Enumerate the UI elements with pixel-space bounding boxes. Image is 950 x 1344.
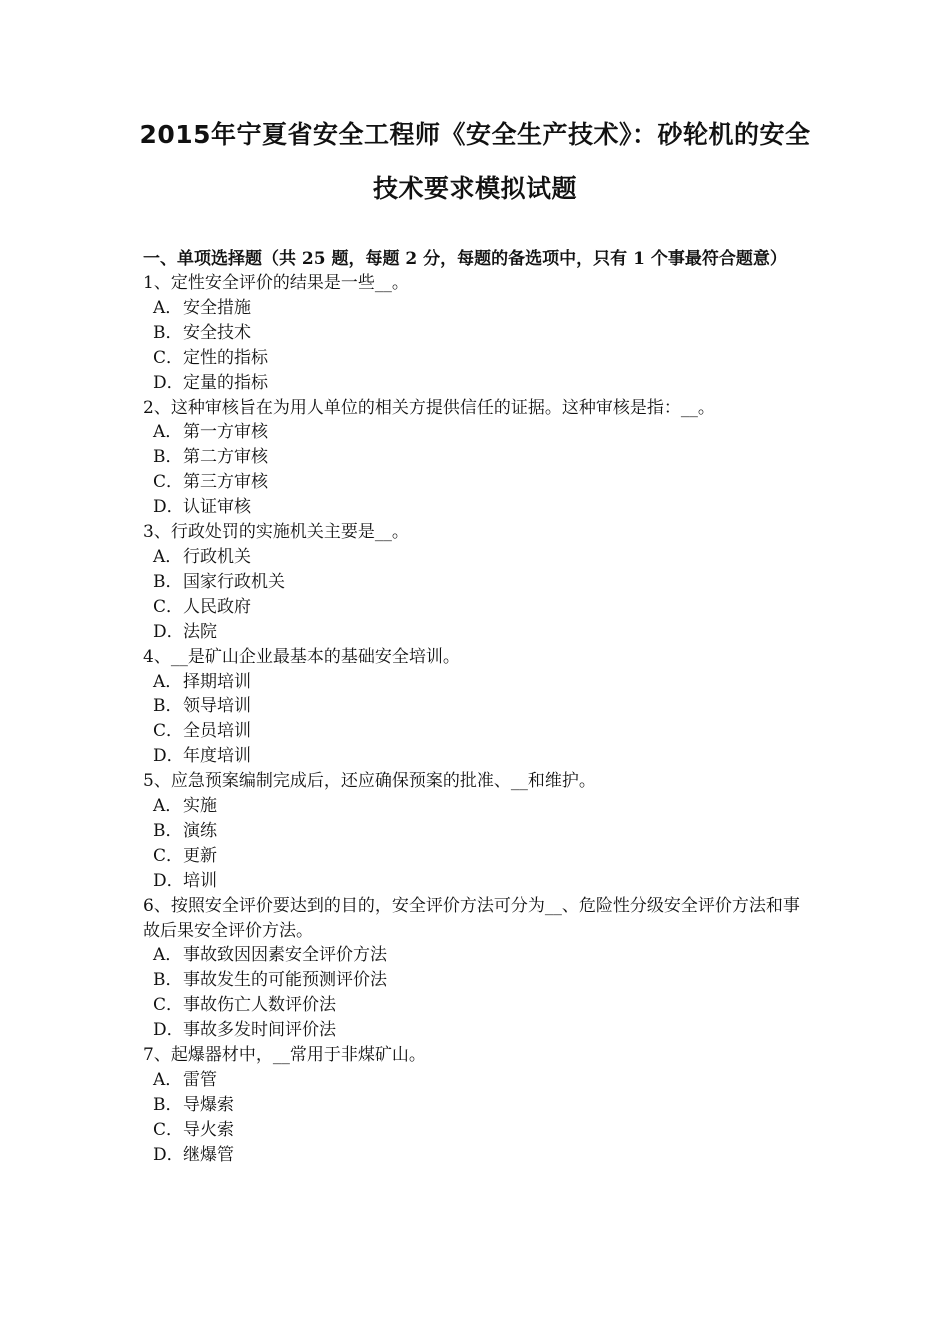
option-letter: D． xyxy=(153,746,184,767)
option-text: 更新 xyxy=(183,845,217,866)
question-list xyxy=(143,271,813,1168)
option-letter: C． xyxy=(153,995,184,1016)
question-item xyxy=(143,645,813,770)
answer-option xyxy=(143,495,813,520)
option-text: 事故多发时间评价法 xyxy=(183,1020,336,1041)
option-letter: C． xyxy=(153,347,184,368)
answer-option xyxy=(143,620,813,645)
answer-option xyxy=(143,1143,813,1168)
answer-option xyxy=(143,993,813,1018)
option-letter: B． xyxy=(153,571,183,592)
option-text: 认证审核 xyxy=(183,497,251,518)
option-text: 择期培训 xyxy=(183,671,251,692)
answer-option xyxy=(143,694,813,719)
question-item xyxy=(143,271,813,396)
answer-option xyxy=(143,371,813,396)
option-letter: C． xyxy=(153,472,184,493)
document-title-line-1: 2015年宁夏省安全工程师《安全生产技术》：砂轮机的安全 xyxy=(139,120,811,149)
option-letter: B． xyxy=(153,1094,183,1115)
answer-option xyxy=(143,470,813,495)
option-text: 安全技术 xyxy=(183,322,251,343)
question-text: 3、行政处罚的实施机关主要是__。 xyxy=(143,522,409,543)
option-letter: B． xyxy=(153,970,183,991)
option-text: 国家行政机关 xyxy=(183,571,285,592)
option-text: 演练 xyxy=(183,820,217,841)
section-heading: 一、单项选择题（共 25 题，每题 2 分，每题的备选项中，只有 1 个事最符合题意） xyxy=(143,249,787,269)
option-letter: B． xyxy=(153,447,183,468)
option-text: 行政机关 xyxy=(183,546,251,567)
answer-option xyxy=(143,570,813,595)
option-letter: A． xyxy=(153,945,183,966)
answer-option xyxy=(143,968,813,993)
option-letter: B． xyxy=(153,820,183,841)
option-text: 导火索 xyxy=(183,1119,234,1140)
option-letter: C． xyxy=(153,845,184,866)
option-letter: A． xyxy=(153,796,183,817)
option-letter: B． xyxy=(153,696,183,717)
option-text: 人民政府 xyxy=(183,596,251,617)
question-item xyxy=(143,894,813,1043)
question-text: 2、这种审核旨在为用人单位的相关方提供信任的证据。这种审核是指：__。 xyxy=(143,397,715,418)
option-letter: A． xyxy=(153,422,183,443)
option-letter: C． xyxy=(153,596,184,617)
option-letter: D． xyxy=(153,1020,184,1041)
option-letter: D． xyxy=(153,497,184,518)
answer-option xyxy=(143,1118,813,1143)
answer-option xyxy=(143,545,813,570)
option-letter: D． xyxy=(153,870,184,891)
answer-option xyxy=(143,321,813,346)
option-letter: A． xyxy=(153,1070,183,1090)
option-text: 全员培训 xyxy=(183,721,251,742)
question-section xyxy=(143,248,813,1168)
document-title-line-2: 技术要求模拟试题 xyxy=(372,174,577,203)
option-letter: A． xyxy=(153,297,183,318)
question-text: 6、按照安全评价要达到的目的，安全评价方法可分为__、危险性分级安全评价方法和事故后果安全评价方法。 xyxy=(143,895,800,941)
answer-option xyxy=(143,794,813,819)
option-letter: A． xyxy=(153,671,183,692)
option-text: 定性的指标 xyxy=(183,347,268,368)
answer-option xyxy=(143,1093,813,1118)
answer-option xyxy=(143,595,813,620)
answer-option xyxy=(143,819,813,844)
option-text: 事故致因因素安全评价方法 xyxy=(183,945,387,966)
question-item xyxy=(143,1043,813,1168)
option-text: 安全措施 xyxy=(183,297,251,318)
question-item xyxy=(143,769,813,894)
answer-option xyxy=(143,744,813,769)
question-text: 5、应急预案编制完成后，还应确保预案的批准、__和维护。 xyxy=(143,771,596,792)
option-text: 导爆索 xyxy=(183,1094,234,1115)
option-letter: D． xyxy=(153,372,184,393)
option-text: 定量的指标 xyxy=(183,372,268,393)
question-text: 4、__是矿山企业最基本的基础安全培训。 xyxy=(143,646,460,667)
answer-option xyxy=(143,869,813,894)
option-text: 继爆管 xyxy=(183,1144,234,1165)
option-text: 雷管 xyxy=(183,1070,217,1090)
answer-option xyxy=(143,670,813,695)
option-letter: D． xyxy=(153,1144,184,1165)
question-item xyxy=(143,396,813,521)
answer-option xyxy=(143,1068,813,1093)
option-letter: A． xyxy=(153,546,183,567)
option-text: 第三方审核 xyxy=(183,472,268,493)
option-text: 领导培训 xyxy=(183,696,251,717)
answer-option xyxy=(143,1018,813,1043)
question-text: 1、定性安全评价的结果是一些__。 xyxy=(143,273,409,293)
option-text: 培训 xyxy=(183,870,217,891)
answer-option xyxy=(143,943,813,968)
option-letter: B． xyxy=(153,322,183,343)
option-text: 年度培训 xyxy=(183,746,251,767)
option-letter: C． xyxy=(153,1119,184,1140)
option-text: 实施 xyxy=(183,796,217,817)
option-text: 事故伤亡人数评价法 xyxy=(183,995,336,1016)
option-text: 第一方审核 xyxy=(183,422,268,443)
option-letter: C． xyxy=(153,721,184,742)
answer-option xyxy=(143,296,813,321)
option-text: 法院 xyxy=(183,621,217,642)
answer-option xyxy=(143,844,813,869)
answer-option xyxy=(143,445,813,470)
answer-option xyxy=(143,719,813,744)
question-text: 7、起爆器材中，__常用于非煤矿山。 xyxy=(143,1045,426,1066)
option-letter: D． xyxy=(153,621,184,642)
answer-option xyxy=(143,420,813,445)
answer-option xyxy=(143,346,813,371)
option-text: 事故发生的可能预测评价法 xyxy=(183,970,387,991)
question-item xyxy=(143,520,813,645)
option-text: 第二方审核 xyxy=(183,447,268,468)
